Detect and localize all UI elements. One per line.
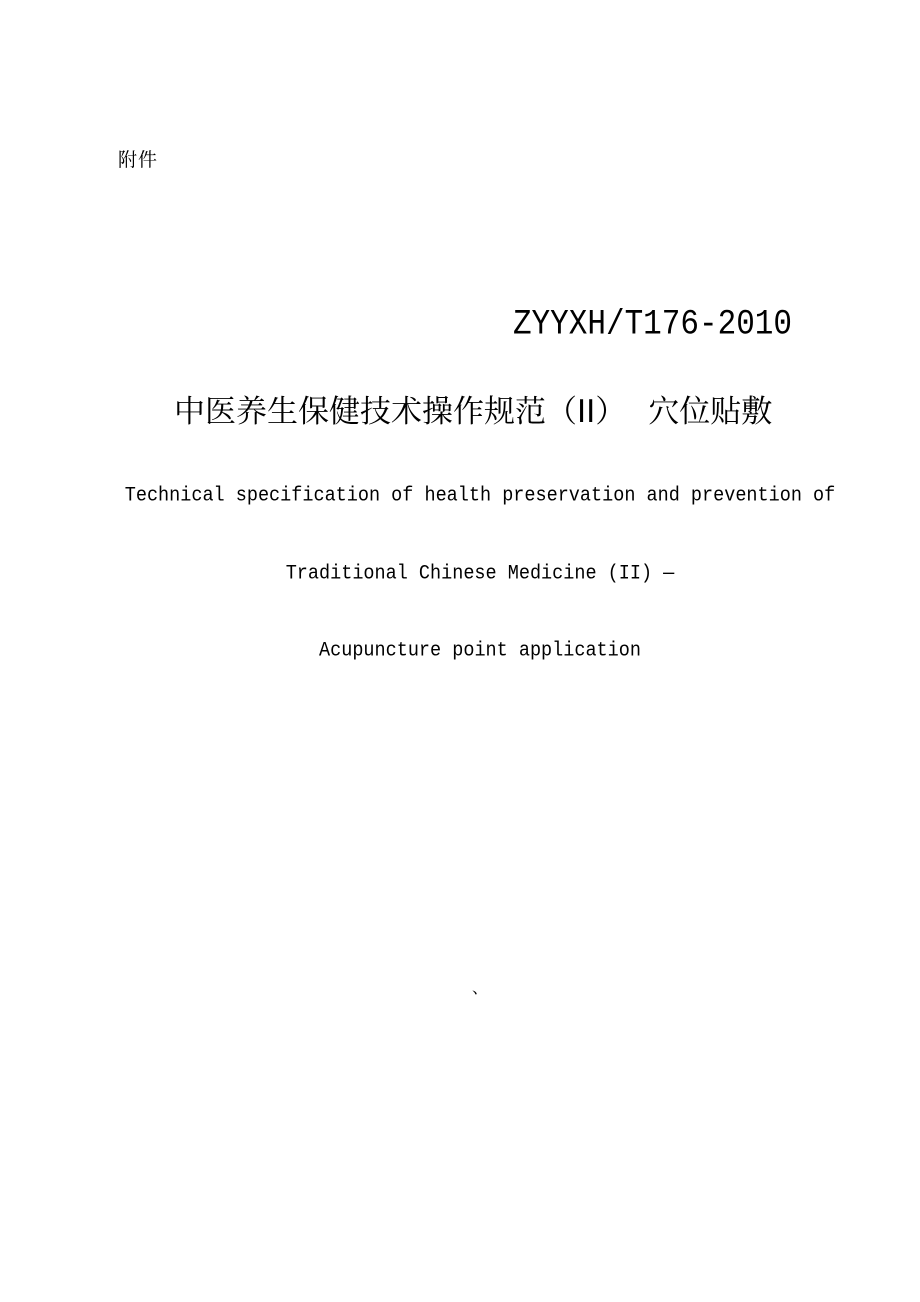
chinese-title-subtitle: 穴位贴敷 [648,394,773,430]
english-title-line-3: Acupuncture point application [319,638,641,662]
chinese-title [174,388,814,436]
stray-punctuation-mark: 、 [472,978,489,997]
standard-code: ZYYXH/T176-2010 [512,304,792,345]
english-title-line-2: Traditional Chinese Medicine (II) — [285,561,675,585]
attachment-label: 附件 [118,149,159,171]
english-title-line-1: Technical specification of health preservation and prevention of [124,483,836,507]
chinese-title-main: 中医养生保健技术操作规范（II） [174,394,627,430]
